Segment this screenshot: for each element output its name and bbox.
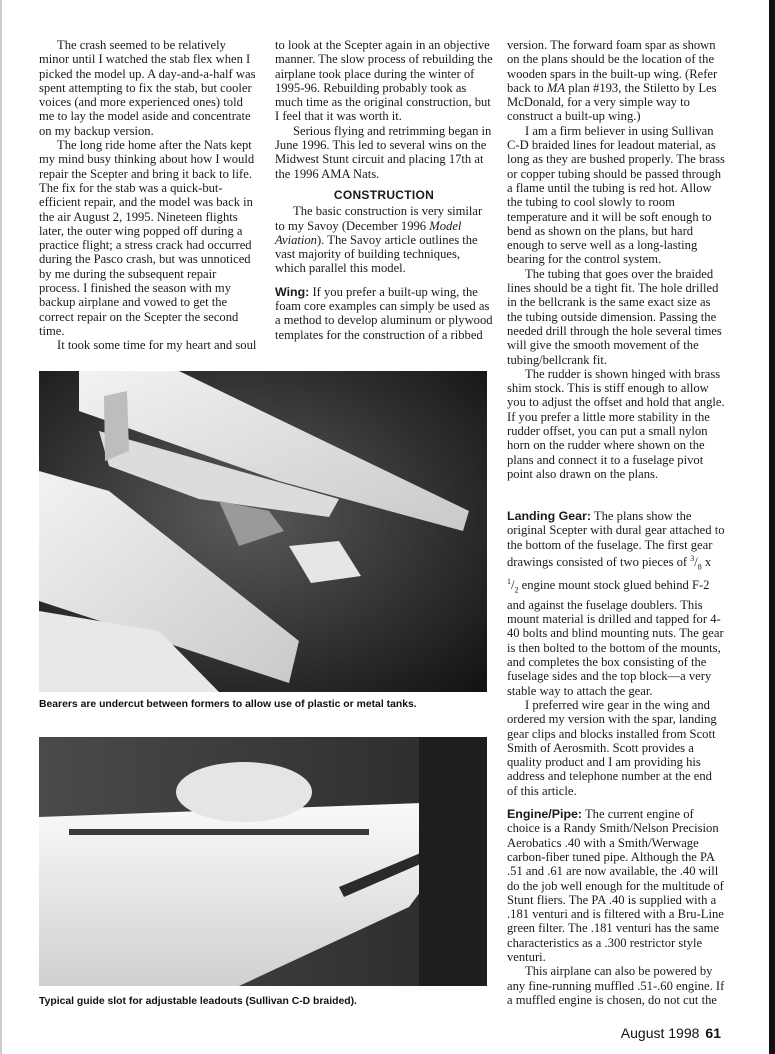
text-column-3 [507, 38, 725, 481]
text-column-2 [275, 38, 493, 342]
paragraph: The long ride home after the Nats kept my mind busy thinking about how I would repair the Scepter and bring it back to life. The fix for the stab was a quick-but-efficient repair, and the model was back in the air August 2, 1995. Nineteen flights later, the outer wing popped off during a practice flight; a stress crack had occurred during the Pasco crash, but was unnoticed by me during the subsequent repair process. I finished the season with my backup airplane and vowed to get the correct repair on the Scepter the second time. [39, 138, 255, 338]
text-column-3-lower [507, 509, 725, 1007]
text-column-1 [39, 38, 257, 353]
photo-fuselage-parts [39, 371, 487, 692]
paragraph [275, 204, 493, 275]
magazine-abbrev: MA [546, 80, 566, 95]
text-run: ). The Savoy article outlines the vast majority of building techniques, which parallel this model. [275, 232, 478, 276]
fraction-denominator: 2 [514, 585, 519, 595]
paragraph: I preferred wire gear in the wing and ordered my version with the spar, landing gear clips and blocks installed from Scott Smith of Aerosmith. Scott provides a quality product and I am providing his address and telephone number at the end of this article. [507, 697, 717, 798]
text-run: x [701, 555, 712, 570]
paragraph-wing [275, 285, 493, 342]
run-in-heading-wing: Wing: [275, 284, 310, 299]
fraction-numerator: 3 [690, 553, 695, 563]
photo-fuselage-parts-illustration [39, 371, 487, 692]
run-in-heading-landing-gear: Landing Gear: [507, 509, 591, 523]
section-heading-construction: CONSTRUCTION [333, 187, 435, 202]
paragraph: I am a firm believer in using Sullivan C-D braided lines for leadout material, as long as they are bushed properly. The brass or copper tubing should be passed through a flame until the tubing is red hot. Allow the tubing to cool slowly to room temperature and it will be soft enough to bend as shown on the plans, but hard enough to serve well as a long-lasting bearing for the control system. [507, 123, 725, 267]
paragraph-engine [507, 807, 725, 964]
issue-date: August 1998 [620, 1025, 700, 1041]
text-run: engine mount stock glued behind F-2 and against the fuselage doublers. This mount material is drilled and tapped for 4-40 bolts and blind mounting nuts. The gear is then bolted to the bottom of the mounts, and completes the box consisting of the fuselage sides and the top block—a very stable way to attach the gear. [507, 578, 724, 698]
photo-leadout-slot [39, 737, 487, 986]
text-run: If you prefer a built-up wing, the foam core examples can simply be used as a method to develop aluminum or plywood templates for the construction of a ribbed [275, 284, 493, 342]
text-run: plan #193, the Stiletto by Les McDonald, for a very simple way to construct a built-up wing.) [507, 80, 717, 124]
paragraph: to look at the Scepter again in an objective manner. The slow process of rebuilding the airplane took place during the winter of 1995-96. Rebuilding probably took as much time as the original construction, but I feel that it was worth it. [275, 38, 493, 124]
text-run: version. The forward foam spar as shown on the plans should be the location of the wooden spars in the built-up wing. (Refer back to [507, 38, 718, 95]
paragraph: It took some time for my heart and soul [57, 338, 257, 353]
page-left-edge [0, 0, 2, 1054]
run-in-heading-engine: Engine/Pipe: [507, 807, 583, 822]
fraction-denominator: 8 [697, 562, 702, 572]
text-run: The plans show the original Scepter with dural gear attached to the bottom of the fuselage. The first gear drawings consisted of two pieces of [507, 509, 725, 570]
photo-caption-2: Typical guide slot for adjustable leadouts (Sullivan C-D braided). [39, 996, 357, 1007]
paragraph: The crash seemed to be relatively minor until I watched the stab flex when I picked the model up. A day-and-a-half was spent attempting to fix the stab, but cooler voices (and more experienced ones) told me to lay the model aside and concentrate on my backup version. [39, 38, 256, 138]
paragraph: The tubing that goes over the braided lines should be a tight fit. The hole drilled in the bellcrank is the same exact size as the tubing outside dimension. Passing the needed drill through the hole several times will give the smooth movement of the tubing/bellcrank fit. [507, 266, 722, 367]
page-number: 61 [705, 1025, 721, 1041]
paragraph [507, 38, 725, 124]
page-right-edge [769, 0, 775, 1054]
paragraph: This airplane can also be powered by any fine-running muffled .51-.60 engine. If a muffled engine is chosen, do not cut the [507, 964, 725, 1007]
paragraph: The rudder is shown hinged with brass shim stock. This is stiff enough to allow you to adjust the offset and hold that angle. If you prefer a little more stability in the rudder offset, you can put a small nylon horn on the rudder where shown on the plans and connect it to a fuselage pivot point also drawn on the plans. [507, 366, 725, 481]
magazine-title: Model Aviation [275, 218, 462, 247]
paragraph-landing-gear: Landing Gear: The plans show the original Scepter with dural gear attached to the bottom of the fuselage. The first gear drawings consisted of two pieces of $^3/_8$ x $^1/_2$ engine mount stock glued behind F-2 and against the fuselage doublers. This mount material is drilled and tapped for 4-40 bolts and blind mounting nuts. The gear is then bolted to the bottom of the mounts, and completes the box consisting of the fuselage sides and the top block—a very stable way to attach the gear. [507, 509, 725, 698]
fraction-numerator: 1 [507, 576, 511, 586]
photo-leadout-slot-illustration [39, 737, 487, 986]
page-footer [621, 1025, 721, 1041]
text-run: The basic construction is very similar to my Savoy (December 1996 [275, 204, 483, 233]
paragraph: Serious flying and retrimming began in June 1996. This led to several wins on the Midwest Stunt circuit and placing 17th at the 1996 AMA Nats. [275, 123, 492, 181]
photo-caption-1: Bearers are undercut between formers to allow use of plastic or metal tanks. [39, 699, 417, 710]
text-run: The current engine of choice is a Randy Smith/Nelson Precision Aerobatics .40 with a Smith/Werwage carbon-fiber tuned pipe. Although the PA .51 and .61 are now available, the .40 will do the job well enough for the multitude of Stunt fliers. The PA .40 is supplied with a .181 venturi and is filtered with a Bru-Line green filter. The .181 venturi has the same characteristics as a .300 restrictor style venturi. [507, 807, 724, 965]
